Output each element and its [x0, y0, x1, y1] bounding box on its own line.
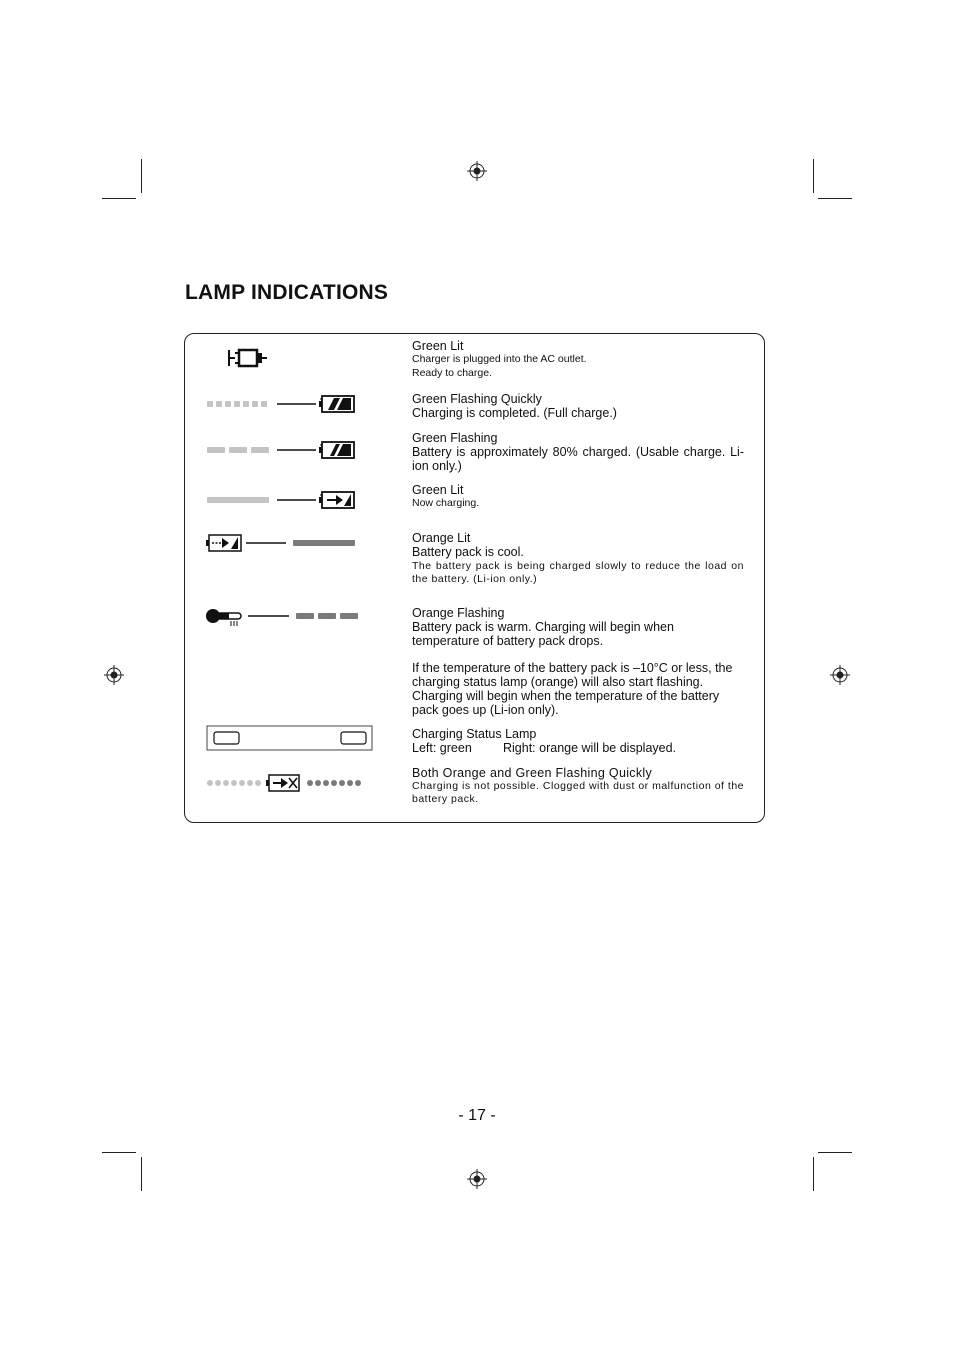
page-number: - 17 - [458, 1107, 496, 1124]
crop-mark [818, 198, 852, 199]
battery-cool-icon [206, 532, 358, 554]
thermometer-warm-icon [205, 606, 360, 628]
row-text: Charger is plugged into the AC outlet. [412, 353, 587, 365]
row-heading: Both Orange and Green Flashing Quickly [412, 766, 652, 780]
registration-mark-icon [104, 665, 124, 685]
registration-mark-icon [467, 161, 487, 181]
row-charging-status-lamp [412, 727, 744, 755]
row-heading: Green Flashing [412, 431, 498, 445]
row-text: Charging is completed. (Full charge.) [412, 406, 617, 420]
crop-mark [141, 159, 142, 193]
row-heading: Charging Status Lamp [412, 727, 537, 741]
row-text: Battery pack is cool. [412, 545, 524, 559]
battery-full-icon [206, 393, 358, 415]
row-heading: Green Flashing Quickly [412, 392, 542, 406]
row-green-flashing-quickly [412, 392, 744, 420]
row-orange-flashing [412, 606, 744, 717]
row-green-lit-plugged [412, 339, 744, 380]
battery-80-icon [206, 439, 358, 461]
crop-mark [813, 1157, 814, 1191]
battery-error-icon [206, 772, 362, 794]
plug-icon [228, 347, 268, 369]
row-heading: Orange Lit [412, 531, 471, 545]
row-text: Now charging. [412, 497, 480, 509]
crop-mark [102, 198, 136, 199]
row-text: If the temperature of the battery pack is –10°C or less, the charging status lamp (orange) will also start flashing. Charging will begin when the temperature of the battery pack goes up (Li-ion only). [412, 661, 733, 717]
row-heading: Green Lit [412, 483, 464, 497]
crop-mark [818, 1152, 852, 1153]
crop-mark [813, 159, 814, 193]
row-both-flashing-quickly [412, 766, 744, 806]
row-text: The battery pack is being charged slowly to reduce the load on the battery. (Li-ion only.) [412, 560, 744, 585]
crop-mark [141, 1157, 142, 1191]
registration-mark-icon [467, 1169, 487, 1189]
row-green-lit-charging [412, 483, 744, 510]
crop-mark [102, 1152, 136, 1153]
row-heading: Orange Flashing [412, 606, 505, 620]
row-green-flashing [412, 431, 744, 473]
status-lamp-right: Right: orange will be displayed. [503, 741, 677, 755]
page-title: LAMP INDICATIONS [185, 281, 389, 304]
row-text: Charging is not possible. Clogged with dust or malfunction of the battery pack. [412, 780, 744, 805]
row-text: Ready to charge. [412, 367, 492, 379]
row-text: Battery is approximately 80% charged. (Usable charge. Li-ion only.) [412, 445, 744, 473]
status-lamp-panel-icon [206, 725, 374, 752]
battery-charging-icon [206, 489, 358, 511]
status-lamp-left: Left: green [412, 741, 472, 755]
row-heading: Green Lit [412, 339, 464, 353]
registration-mark-icon [830, 665, 850, 685]
row-orange-lit [412, 531, 744, 586]
row-text: Battery pack is warm. Charging will begin when temperature of battery pack drops. [412, 620, 674, 648]
